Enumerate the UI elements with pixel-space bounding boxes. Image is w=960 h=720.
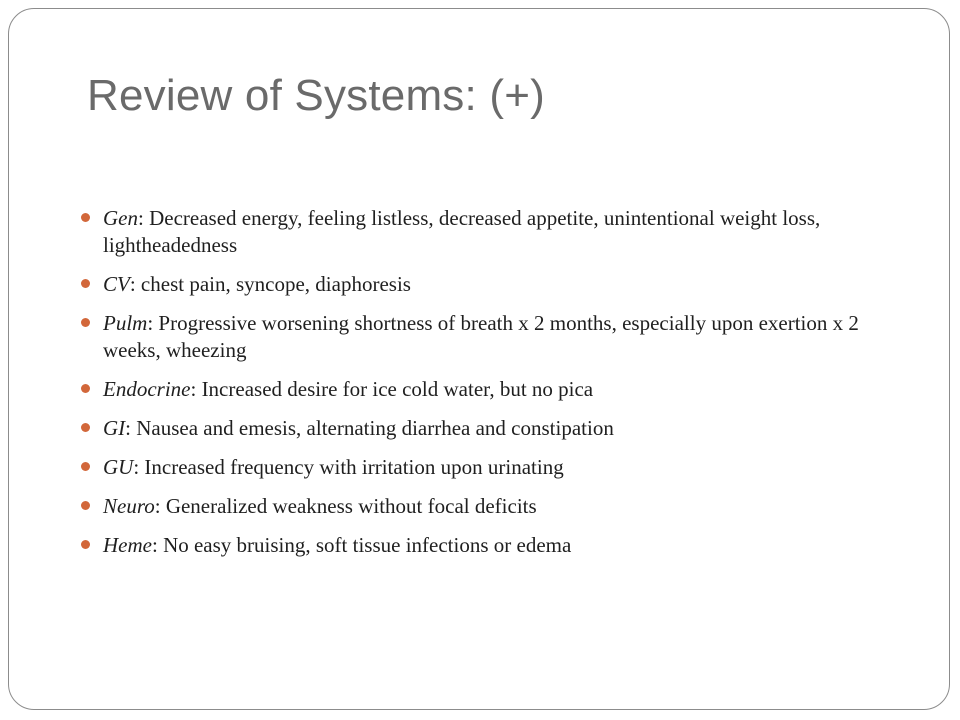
bullet-term: Pulm <box>103 311 148 335</box>
bullet-text: : Generalized weakness without focal deficits <box>154 494 537 518</box>
bullet-cv <box>79 271 869 298</box>
bullet-gu <box>79 454 869 481</box>
bullet-endocrine <box>79 376 869 403</box>
bullet-dot-icon <box>81 384 90 393</box>
bullet-text: : chest pain, syncope, diaphoresis <box>129 272 411 296</box>
bullet-gen <box>79 205 869 259</box>
bullet-heme <box>79 532 869 559</box>
bullet-term: GI <box>103 416 126 440</box>
bullet-text: : Increased frequency with irritation upon urinating <box>133 455 564 479</box>
bullet-list <box>79 205 869 571</box>
bullet-dot-icon <box>81 540 90 549</box>
bullet-text: : Increased desire for ice cold water, but no pica <box>190 377 594 401</box>
bullet-term: GU <box>103 455 134 479</box>
bullet-dot-icon <box>81 501 90 510</box>
bullet-pulm <box>79 310 869 364</box>
bullet-dot-icon <box>81 318 90 327</box>
bullet-text: : Progressive worsening shortness of breath x 2 months, especially upon exertion x 2 weeks, wheezing <box>103 311 859 362</box>
bullet-term: Neuro <box>103 494 155 518</box>
bullet-gi <box>79 415 869 442</box>
slide <box>8 8 950 710</box>
bullet-neuro <box>79 493 869 520</box>
bullet-text: : Nausea and emesis, alternating diarrhea and constipation <box>125 416 614 440</box>
bullet-term: Heme <box>103 533 152 557</box>
bullet-text: : Decreased energy, feeling listless, decreased appetite, unintentional weight loss, lightheadedness <box>103 206 821 257</box>
bullet-term: Endocrine <box>103 377 191 401</box>
slide-title: Review of Systems: (+) <box>87 71 545 120</box>
bullet-text: : No easy bruising, soft tissue infections or edema <box>151 533 572 557</box>
bullet-dot-icon <box>81 279 90 288</box>
bullet-term: Gen <box>103 206 138 230</box>
bullet-dot-icon <box>81 423 90 432</box>
bullet-dot-icon <box>81 462 90 471</box>
bullet-term: CV <box>103 272 130 296</box>
bullet-dot-icon <box>81 213 90 222</box>
